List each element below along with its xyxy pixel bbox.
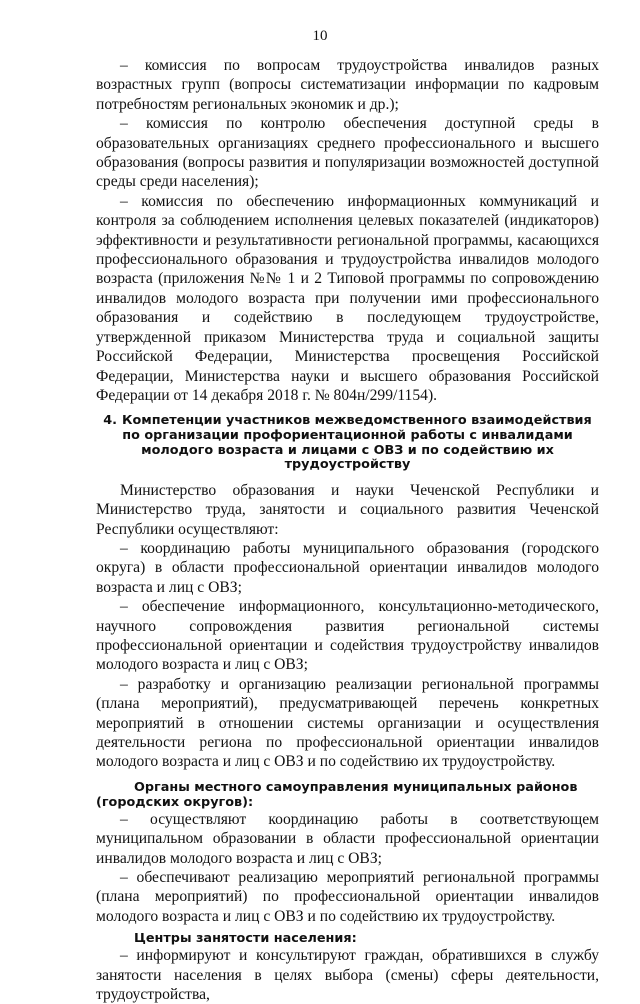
- page-number: 10: [312, 28, 328, 44]
- employment-centers-heading: Центры занятости населения:: [134, 931, 357, 947]
- paragraph-commission-employment: – комиссия по вопросам трудоустройства инвалидов разных возрастных групп (вопросы систематизации информации по кадровым потребностям региональных экономик и др.);: [96, 57, 599, 113]
- section-4-heading: [96, 414, 599, 472]
- paragraph-commission-accessibility: – комиссия по контролю обеспечения доступной среды в образовательных организациях среднего профессионального и высшего образования (вопросы развития и популяризации возможностей доступной среды среди населения);: [96, 115, 599, 191]
- local-government-item-implementation: – обеспечивают реализацию мероприятий региональной программы (плана мероприятий) по профессиональной ориентации инвалидов молодого возраста и лиц с ОВЗ и по содействию их трудоустройству.: [96, 869, 599, 925]
- section-4-intro: Министерство образования и науки Чеченской Республики и Министерство труда, занятости и социального развития Чеченской Республики осуществляют:: [96, 481, 599, 538]
- section-4-title: Компетенции участников межведомственного взаимодействия по организации профориентационной работы с инвалидами молодого возраста и лицами с ОВЗ и по содействию их трудоустройству: [122, 413, 592, 473]
- local-government-item-coordination: – осуществляют координацию работы в соответствующем муниципальном образовании в области профессиональной ориентации инвалидов молодого возраста и лиц с ОВЗ;: [96, 810, 599, 867]
- local-government-heading: Органы местного самоуправления муниципальных районов (городских округов):: [96, 779, 578, 810]
- paragraph-commission-communications: – комиссия по обеспечению информационных коммуникаций и контроля за соблюдением исполнения целевых показателей (индикаторов) эффективности и результативности региональной программы, касающихся профессионального образования и трудоустройства инвалидов молодого возраста (приложения №№ 1 и 2 Типовой программы по сопровождению инвалидов молодого возраста при получении ими профессионального образования и содействию в последующем трудоустройстве, утвержденной приказом Министерства труда и социальной защиты Российской Федерации, Министерства просвещения Российской Федерации, Министерства науки и высшего образования Российской Федерации от 14 декабря 2018 г. № 804н/299/1154).: [96, 192, 599, 404]
- employment-centers-item-inform: – информируют и консультируют граждан, обратившихся в службу занятости населения в целях выбора (смены) сферы деятельности, трудоустройства,: [96, 947, 599, 1004]
- section-4-number: 4.: [103, 413, 118, 429]
- section-4-item-support: – обеспечение информационного, консультационно-методического, научного сопровождения развития региональной системы профессиональной ориентации и содействия трудоустройству инвалидов молодого возраста и лиц с ОВЗ;: [96, 598, 599, 674]
- document-body: [96, 56, 599, 1004]
- section-4-item-coordination: – координацию работы муниципального образования (городского округа) в области профессиональной ориентации инвалидов молодого возраста и лиц с ОВЗ;: [96, 539, 599, 596]
- section-4-item-program: – разработку и организацию реализации региональной программы (плана мероприятий), предусматривающей перечень конкретных мероприятий в отношении системы организации и осуществления деятельности региона по профессиональной ориентации инвалидов молодого возраста и лиц с ОВЗ и по содействию их трудоустройству.: [96, 675, 599, 771]
